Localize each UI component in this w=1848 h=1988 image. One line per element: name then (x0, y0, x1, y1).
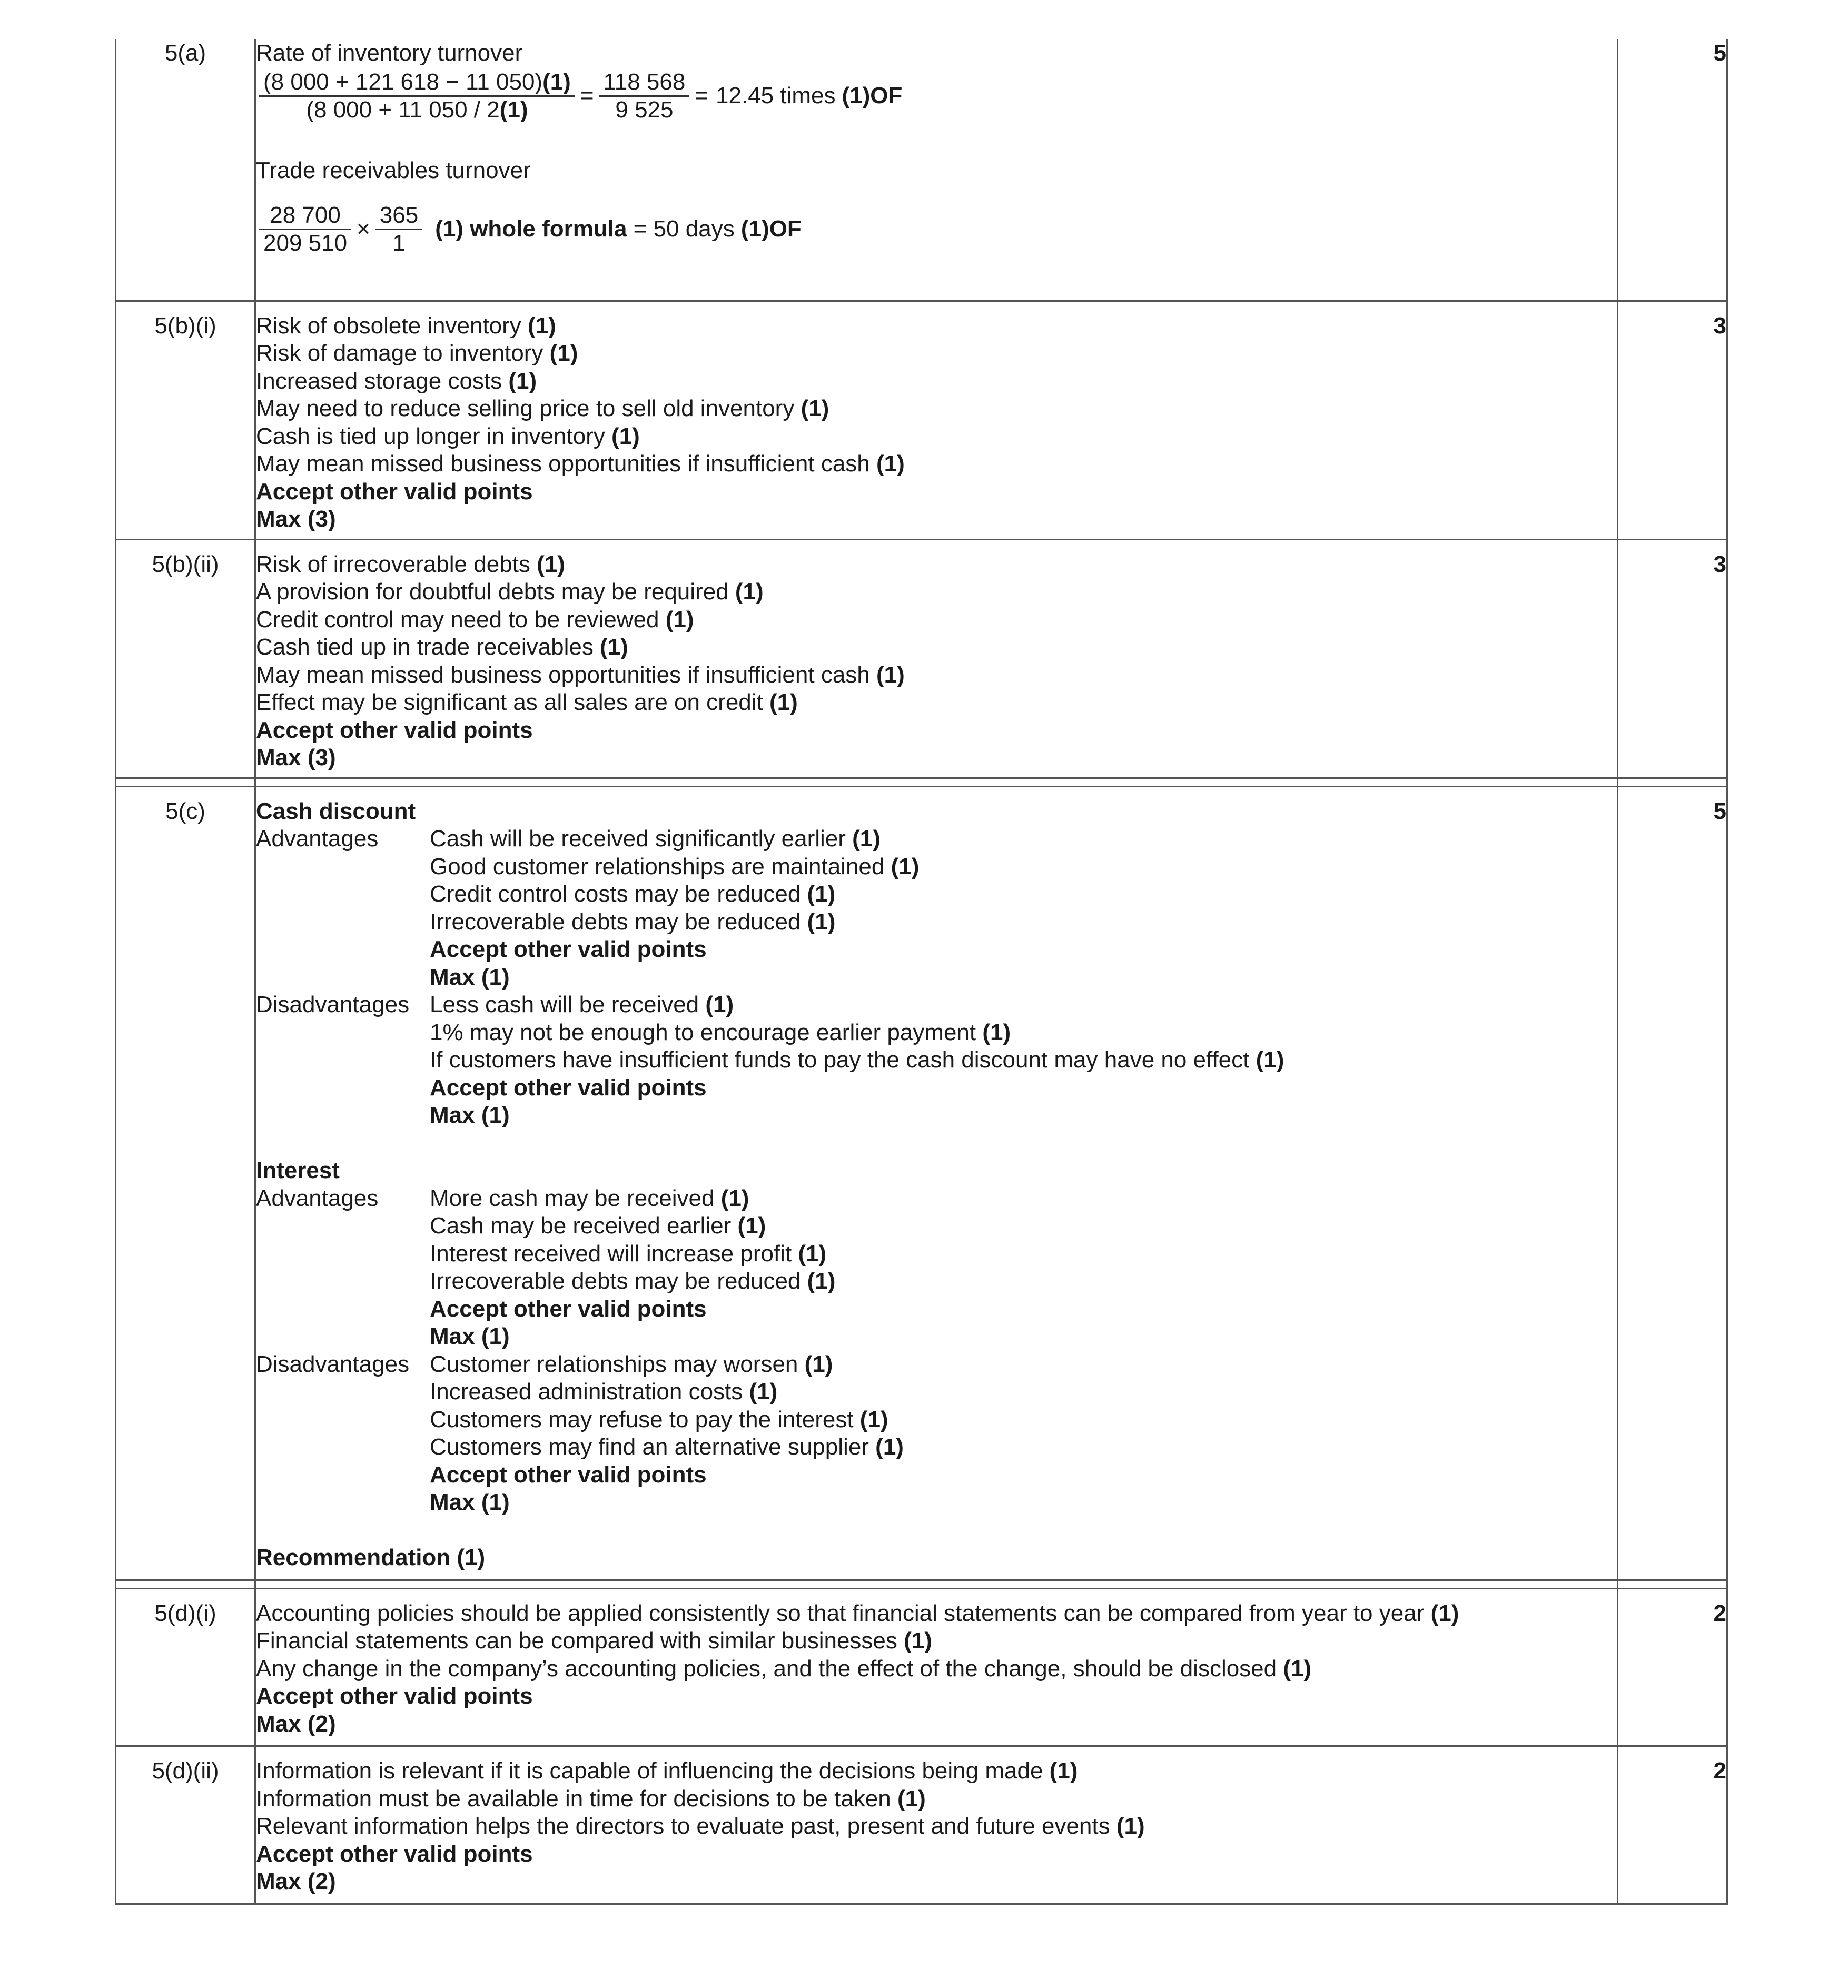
label-disadvantages: Disadvantages (256, 1351, 410, 1377)
answer-line: Cash is tied up longer in inventory (1) (256, 423, 640, 449)
mark: 3 (1618, 301, 1727, 539)
answer-line: Credit control may need to be reviewed (1) (256, 606, 694, 632)
row-5c (116, 786, 1727, 1580)
accept-note: Accept other valid points (256, 717, 533, 743)
row-5bii (116, 539, 1727, 778)
fraction-days: $\frac{365}{1}$ (375, 202, 422, 256)
max-note: Max (1) (430, 1323, 510, 1349)
mark: 2 (1618, 1746, 1727, 1904)
answer-cell: Cash discount Advantages Cash will be received significantly earlier (1) Good customer relationships are maintained (1) Credit control costs may be reduced (1) Irrecoverable debts may be reduced (1) Accept other valid points Max (1) Disadvantages Less cash will be received (1) 1% may not be enough to encourage earlier payment (1) If customers have insufficient funds to pay the cash discount may have no effect (1) Accept other valid points Max (1) Interest Advantages More cash may be received (1) Cash may be received earlier (1) Interest received will increase profit (1) Irrecoverable debts may be reduced (1) Accept other valid points Max (1) Disadvantages Customer relationships may worsen (1) Increased administration costs (1) Customers may refuse to pay the interest (1) Customers may find an alternative supplier (1) Accept other valid points Max (1) Recommendation (1) (255, 786, 1618, 1580)
question-number: 5(c) (116, 786, 255, 1580)
question-number: 5(b)(i) (116, 301, 255, 539)
question-number: 5(d)(ii) (116, 1746, 255, 1904)
row-5bi (116, 301, 1727, 539)
answer-cell (255, 39, 1618, 301)
mark-scheme-page (115, 39, 1726, 1905)
heading-interest: Interest (256, 1158, 340, 1183)
mark: 5 (1618, 39, 1727, 301)
heading-inventory-turnover: Rate of inventory turnover (256, 40, 523, 66)
label-advantages: Advantages (256, 826, 379, 852)
answer-line: Risk of damage to inventory (1) (256, 340, 578, 366)
mark: 3 (1618, 539, 1727, 778)
separator-row (116, 1580, 1727, 1588)
max-note: Max (2) (256, 1710, 336, 1737)
answer-line: Risk of irrecoverable debts (1) (256, 551, 565, 577)
answer-line: Any change in the company’s accounting policies, and the effect of the change, should be disclosed (1) (256, 1655, 1312, 1682)
mark: 2 (1618, 1588, 1727, 1746)
max-note: Max (3) (256, 745, 336, 770)
inventory-turnover-formula: $\frac{(8 000 + 121 618 - 11 050)(1)}{(8 000 + 11 050 / 2(1)}$ = $\frac{118 568}{9 525}$ = 12.45 times (1)OF (256, 63, 1617, 130)
max-note: Max (1) (430, 1489, 510, 1515)
answer-cell (255, 539, 1618, 778)
accept-note: Accept other valid points (430, 1295, 707, 1322)
answer-line: Relevant information helps the directors to evaluate past, present and future events (1) (256, 1813, 1145, 1839)
fraction-values: $\frac{118 568}{9 525}$ (599, 69, 690, 123)
fraction-working: $\frac{(8 000 + 121 618 - 11 050)(1)}{(8 000 + 11 050 / 2(1)}$ (259, 69, 575, 123)
mark-scheme-table (115, 39, 1728, 1905)
accept-note: Accept other valid points (430, 936, 707, 962)
answer-line: Accounting policies should be applied consistently so that financial statements can be compared from year to year (1) (256, 1600, 1459, 1626)
accept-note: Accept other valid points (256, 1841, 533, 1867)
answer-line: Financial statements can be compared with similar businesses (1) (256, 1628, 932, 1654)
accept-note: Accept other valid points (430, 1074, 707, 1101)
question-number: 5(a) (116, 39, 255, 301)
accept-note: Accept other valid points (256, 1683, 533, 1709)
max-note: Max (2) (256, 1868, 336, 1894)
answer-line: Increased storage costs (1) (256, 368, 537, 394)
heading-cash-discount: Cash discount (256, 798, 416, 824)
label-disadvantages: Disadvantages (256, 992, 410, 1017)
max-note: Max (1) (430, 1102, 510, 1128)
recommendation: Recommendation (1) (256, 1545, 486, 1570)
answer-line: Information is relevant if it is capable of influencing the decisions being made (1) (256, 1758, 1078, 1784)
answer-line: A provision for doubtful debts may be required (1) (256, 579, 764, 605)
fraction-receivables: $\frac{28 700}{209 510}$ (259, 202, 351, 256)
label-advantages: Advantages (256, 1185, 379, 1211)
heading-receivables-turnover: Trade receivables turnover (256, 157, 531, 183)
max-note: Max (3) (256, 506, 336, 532)
answer-cell (255, 1588, 1618, 1746)
answer-line: May mean missed business opportunities if insufficient cash (1) (256, 451, 905, 477)
question-number: 5(d)(i) (116, 1588, 255, 1746)
answer-line: Information must be available in time for decisions to be taken (1) (256, 1785, 926, 1812)
receivables-formula: $\frac{28 700}{209 510}$ × $\frac{365}{1}$ (1) whole formula = 50 days (1)OF (256, 196, 1617, 263)
answer-line: Cash tied up in trade receivables (1) (256, 634, 628, 660)
mark: 5 (1618, 786, 1727, 1580)
accept-note: Accept other valid points (430, 1461, 707, 1488)
answer-line: May need to reduce selling price to sell old inventory (1) (256, 395, 829, 421)
row-5a (116, 39, 1727, 301)
question-number: 5(b)(ii) (116, 539, 255, 778)
accept-note: Accept other valid points (256, 478, 533, 505)
answer-line: Effect may be significant as all sales are on credit (1) (256, 689, 798, 715)
answer-cell (255, 301, 1618, 539)
row-5dii (116, 1746, 1727, 1904)
max-note: Max (1) (430, 964, 510, 990)
answer-cell (255, 1746, 1618, 1904)
row-5di (116, 1588, 1727, 1746)
answer-line: May mean missed business opportunities if insufficient cash (1) (256, 661, 905, 688)
answer-line: Risk of obsolete inventory (1) (256, 312, 556, 339)
separator-row (116, 778, 1727, 786)
